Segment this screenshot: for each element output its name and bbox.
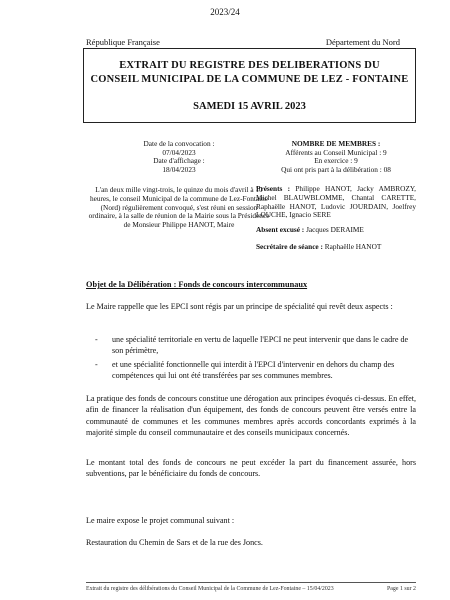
paragraph-fonds-concours: La pratique des fonds de concours constitue une dérogation aux principes évoqués ci-dessus. En effet, afin de financer la réalisation d'un équipement, des fonds de concours peuvent être versés entre la communauté de communes et les communes membres après accords concordants exprimés à la majorité simple du conseil communautaire et des conseils municipaux concernés. xyxy=(86,394,416,437)
members-exercice: En exercice : 9 xyxy=(314,156,358,166)
footer-divider xyxy=(86,582,416,583)
session-paragraph: L'an deux mille vingt-trois, le quinze du mois d'avril à 10 heures, le conseil Municipal de la commune de Lez-Fontaine (Nord) régulièrement convoqué, s'est réuni en session ordinaire, à la salle de réunion de la Mairie sous la Présidence de Monsieur Philippe HANOT, Maire xyxy=(88,185,270,229)
footer-text: Extrait du registre des délibérations du Conseil Municipal de la Commune de Lez-Fontaine – 15/04/2023 xyxy=(86,586,334,592)
absent-label: Absent excusé : xyxy=(256,224,305,234)
secretaire-label: Secrétaire de séance : xyxy=(256,242,323,252)
members-participe: Qui ont pris part à la délibération : 08 xyxy=(281,164,391,174)
members-afferents: Afférents au Conseil Municipal : 9 xyxy=(285,147,387,157)
presents-label: Présents : xyxy=(256,184,291,194)
bullet-fonctionnelle: et une spécialité fonctionnelle qui interdit à l'EPCI d'intervenir en dehors du champ des compétences qui lui ont été transférées par ses communes membres. xyxy=(112,359,395,380)
list-item xyxy=(95,359,416,382)
paragraph-projet: Restauration du Chemin de Sars et de la rue des Joncs. xyxy=(86,538,263,547)
affichage-date: 18/04/2023 xyxy=(162,164,196,174)
members-block xyxy=(256,140,416,174)
list-item xyxy=(95,334,416,357)
members-heading: NOMBRE DE MEMBRES : xyxy=(291,139,381,148)
list-dash: - xyxy=(95,359,98,369)
objet-text: Fonds de concours intercommunaux xyxy=(178,280,308,289)
deliberation-object xyxy=(86,280,307,289)
republique-francaise-label: République Française xyxy=(86,37,160,47)
members-column xyxy=(256,140,416,252)
secretaire-block xyxy=(256,243,416,252)
list-dash: - xyxy=(95,335,98,344)
paragraph-projet-intro: Le maire expose le projet communal suivant : xyxy=(86,516,235,525)
affichage-label: Date d'affichage : xyxy=(153,156,205,166)
presents-list: Philippe HANOT, Jacky AMBROZY, Michel BLAUWBLOMME, Chantal CARETTE, Raphaëlle HANOT, Ludovic JOURDAIN, Joelfrey LOUCHE, Ignacio SERE xyxy=(256,184,416,220)
convocation-label: Date de la convocation : xyxy=(143,139,215,148)
page-footer xyxy=(86,586,416,592)
page-number: Page 1 sur 2 xyxy=(387,586,416,592)
objet-separator: : xyxy=(171,280,179,289)
objet-label: Objet de la Délibération xyxy=(86,280,172,289)
secretaire-name: Raphaëlle HANOT xyxy=(324,242,382,252)
meeting-date: SAMEDI 15 AVRIL 2023 xyxy=(193,101,306,112)
absent-name: Jacques DERAIME xyxy=(306,224,364,234)
title-line-1: EXTRAIT DU REGISTRE DES DELIBERATIONS DU xyxy=(119,60,380,71)
bullet-territoriale: une spécialité territoriale en vertu de laquelle l'EPCI ne peut intervenir que dans le cadre de son périmètre, xyxy=(112,335,409,356)
title-box xyxy=(83,48,416,123)
paragraph-epci-principle: Le Maire rappelle que les EPCI sont régis par un principe de spécialité qui revêt deux aspects : xyxy=(86,302,393,311)
presents-block xyxy=(256,185,416,219)
absent-block xyxy=(256,226,416,235)
document-year-code: 2023/24 xyxy=(210,7,240,17)
speciality-list xyxy=(95,334,416,381)
convocation-date: 07/04/2023 xyxy=(162,147,196,157)
title-line-2: CONSEIL MUNICIPAL DE LA COMMUNE DE LEZ - FONTAINE xyxy=(90,74,409,85)
paragraph-montant-total: Le montant total des fonds de concours ne peut excéder la part du financement assurée, hors subventions, par le bénéficiaire du fonds de concours. xyxy=(86,458,416,479)
convocation-column xyxy=(86,140,272,229)
departement-label: Département du Nord xyxy=(325,37,400,47)
